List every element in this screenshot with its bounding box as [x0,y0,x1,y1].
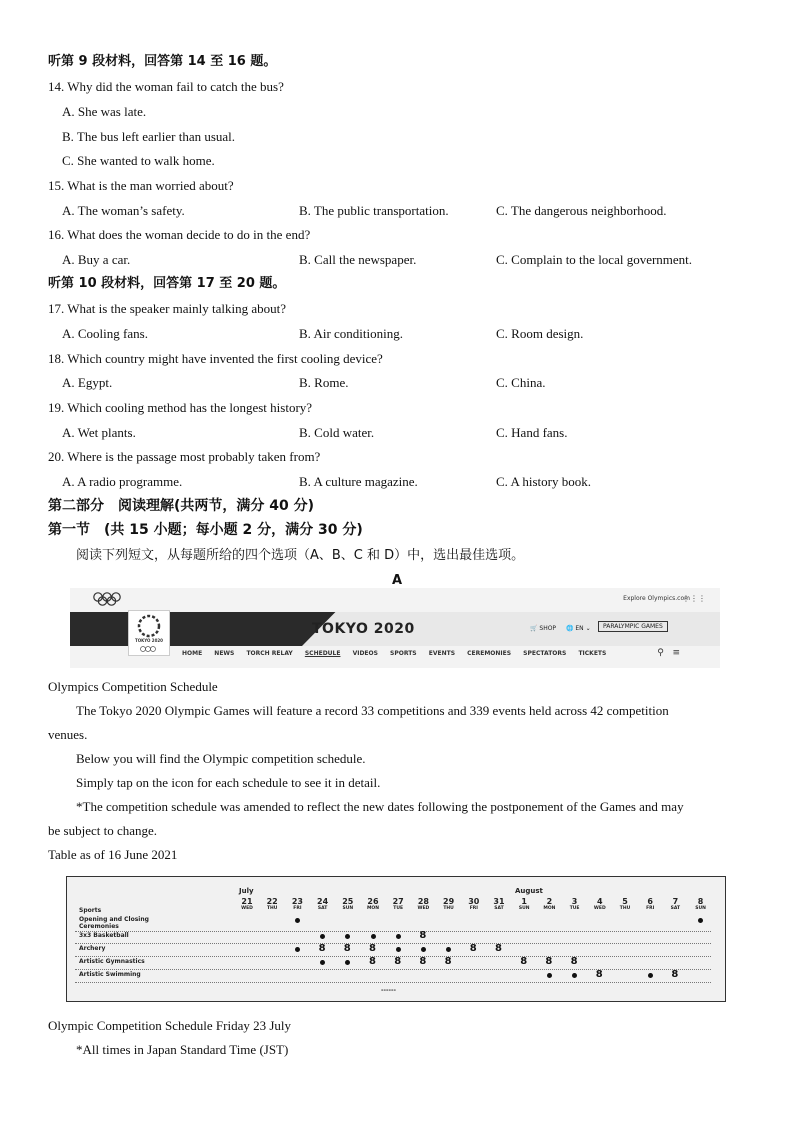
date-number: 21 [241,897,253,906]
date-number: 5 [622,897,628,906]
date-column-29 [437,897,461,912]
option-17c: C. Room design. [496,326,584,341]
option-15a: A. The woman’s safety. [62,203,185,218]
option-19c: C. Hand fans. [496,425,568,440]
explore-olympics-link[interactable]: Explore Olympics.com [623,595,690,602]
date-column-26 [361,897,385,912]
date-number: 30 [468,897,480,906]
date-weekday: TUE [569,906,580,911]
event-dot [648,973,653,978]
sport-name: Artistic Swimming [79,971,141,978]
date-column-27 [386,897,410,912]
option-20b: B. A culture magazine. [299,474,418,489]
date-weekday: SUN [342,906,354,911]
date-column-5 [613,897,637,912]
row-divider [75,931,711,932]
paragraph-1-line-1: The Tokyo 2020 Olympic Games will feature a record 33 competitions and 339 events held across 42 competition [76,703,669,718]
medal-event-icon: 8 [520,956,528,967]
event-dot [371,934,376,939]
apps-grid-icon[interactable]: ⋮⋮⋮ [682,594,706,603]
nav-videos[interactable]: VIDEOS [352,650,378,657]
tokyo-2020-emblem[interactable] [128,610,170,656]
listening-heading-10: 听第 10 段材料，回答第 17 至 20 题。 [48,276,286,291]
sport-name: Artistic Gymnastics [79,958,145,965]
date-number: 23 [291,897,303,906]
language-selector[interactable]: 🌐 EN ⌄ [566,625,591,632]
row-divider [75,969,711,970]
date-number: 4 [597,897,603,906]
date-column-2 [537,897,561,912]
nav-icons [657,648,680,658]
medal-event-icon: 8 [469,943,477,954]
table-as-of: Table as of 16 June 2021 [48,847,178,862]
date-number: 26 [367,897,379,906]
passage-label: A [392,573,403,588]
medal-event-icon: 8 [369,956,376,967]
option-14b: B. The bus left earlier than usual. [62,129,236,144]
date-weekday: FRI [293,906,302,911]
row-divider [75,982,711,983]
date-column-28 [411,897,435,912]
event-dot [396,934,401,939]
row-divider [75,943,711,944]
date-column-23 [285,897,309,912]
date-column-30 [462,897,486,912]
question-19: 19. Which cooling method has the longest history? [48,400,313,415]
option-17b: B. Air conditioning. [299,326,403,341]
medal-event-icon: 8 [671,969,679,980]
event-dot [446,947,451,952]
competition-schedule-table [66,876,726,1002]
medal-event-icon: 8 [343,943,351,954]
month-august: August [515,887,543,895]
nav-sports[interactable]: SPORTS [390,650,417,657]
nav-spectators[interactable]: SPECTATORS [523,650,567,657]
option-19b: B. Cold water. [299,425,375,440]
medal-event-icon: 8 [595,969,603,980]
shop-link[interactable]: 🛒 SHOP [530,625,557,632]
option-15b: B. The public transportation. [299,203,449,218]
date-weekday: WED [241,906,253,911]
event-dot [572,973,577,978]
section-one-heading: 第一节 (共 15 小题；每小题 2 分，满分 30 分) [48,522,363,538]
medal-event-icon: 8 [419,930,427,941]
question-15: 15. What is the man worried about? [48,178,234,193]
date-weekday: SAT [494,906,504,911]
option-19a: A. Wet plants. [62,425,136,440]
event-dot [320,960,325,965]
date-number: 24 [317,897,329,906]
date-weekday: MON [543,906,556,911]
shop-label: SHOP [539,625,557,632]
nav-home[interactable]: HOME [182,650,203,657]
site-title: TOKYO 2020 [312,621,415,637]
nav-schedule[interactable]: SCHEDULE [304,650,341,657]
question-20: 20. Where is the passage most probably taken from? [48,449,321,464]
olympic-rings-icon [92,592,134,606]
date-column-7 [663,897,687,912]
medal-event-icon: 8 [570,956,578,967]
medal-event-icon: 8 [495,943,502,954]
medal-event-icon: 8 [545,956,553,967]
date-number: 8 [697,897,704,906]
date-number: 22 [266,897,278,906]
emblem-label: TOKYO 2020 [135,638,163,643]
date-number: 1 [521,897,527,906]
part-two-heading: 第二部分 阅读理解(共两节，满分 40 分) [48,498,315,514]
option-18b: B. Rome. [299,375,349,390]
nav-ceremonies[interactable]: CEREMONIES [467,650,512,657]
tokyo-2020-website-header [70,588,720,668]
event-dot [421,947,426,952]
medal-event-icon: 8 [444,956,452,967]
option-20c: C. A history book. [496,474,591,489]
date-weekday: TUE [393,906,404,911]
emblem-icon [129,611,169,655]
date-weekday: THU [619,906,631,911]
date-column-8 [689,897,713,912]
date-column-22 [260,897,284,912]
menu-icon[interactable]: ≡ [672,648,680,658]
reading-instruction: 阅读下列短文，从每题所给的四个选项（A、B、C 和 D）中，选出最佳选项。 [76,548,525,563]
option-16b: B. Call the newspaper. [299,252,417,267]
date-column-3 [563,897,587,912]
option-20a: A. A radio programme. [62,474,183,489]
month-july: July [239,887,254,895]
date-weekday: FRI [469,906,478,911]
nav-tickets[interactable]: TICKETS [578,650,607,657]
paragraph-4-line-2: be subject to change. [48,823,158,838]
passage-title: Olympics Competition Schedule [48,679,218,694]
option-18a: A. Egypt. [62,375,113,390]
date-number: 3 [571,897,578,906]
date-weekday: SUN [695,906,706,911]
sport-name-line-2: Ceremonies [79,923,119,930]
sport-name: 3x3 Basketball [79,932,129,939]
date-weekday: THU [266,906,278,911]
date-column-1 [512,897,536,912]
search-icon[interactable]: ⚲ [657,648,664,658]
date-weekday: WED [417,906,430,911]
nav-news[interactable]: NEWS [214,650,235,657]
date-number: 28 [417,897,429,906]
event-dot [698,918,703,923]
date-weekday: SAT [670,906,681,911]
question-17: 17. What is the speaker mainly talking about? [48,301,287,316]
option-16c: C. Complain to the local government. [496,252,693,267]
date-number: 29 [443,897,455,906]
date-column-25 [336,897,360,912]
paragraph-4-line-1: *The competition schedule was amended to reflect the new dates following the postponement of the Games and may [76,799,684,814]
option-16a: A. Buy a car. [62,252,131,267]
date-number: 2 [546,897,553,906]
option-18c: C. China. [496,375,546,390]
date-weekday: WED [593,906,606,911]
date-number: 7 [672,897,679,906]
medal-event-icon: 8 [318,943,326,954]
listening-heading-9: 听第 9 段材料，回答第 14 至 16 题。 [48,54,277,69]
question-14: 14. Why did the woman fail to catch the bus? [48,79,284,94]
date-column-21 [235,897,259,912]
date-number: 6 [647,897,653,906]
date-weekday: THU [443,906,454,911]
question-18: 18. Which country might have invented the first cooling device? [48,351,383,366]
event-dot [345,960,350,965]
nav-torch-relay[interactable]: TORCH RELAY [246,650,293,657]
event-dot [345,934,350,939]
event-dot [295,947,300,952]
times-note: *All times in Japan Standard Time (JST) [76,1042,289,1057]
date-column-31 [487,897,511,912]
table-footer: ------ [381,987,396,994]
option-17a: A. Cooling fans. [62,326,148,341]
option-14a: A. She was late. [62,104,147,119]
medal-event-icon: 8 [369,943,376,954]
option-14c: C. She wanted to walk home. [62,153,215,168]
option-15c: C. The dangerous neighborhood. [496,203,667,218]
site-navigation [182,650,616,657]
question-16: 16. What does the woman decide to do in the end? [48,227,311,242]
date-weekday: FRI [646,906,655,911]
date-column-6 [638,897,662,912]
date-weekday: SAT [317,906,328,911]
medal-event-icon: 8 [419,956,427,967]
event-dot [320,934,325,939]
date-weekday: SUN [518,906,530,911]
date-number: 25 [342,897,354,906]
sports-header: Sports [79,907,102,914]
sport-name: Archery [79,945,106,952]
date-number: 31 [493,897,505,906]
schedule-heading: Olympic Competition Schedule Friday 23 July [48,1018,292,1033]
nav-events[interactable]: EVENTS [428,650,456,657]
event-dot [547,973,552,978]
date-column-24 [311,897,335,912]
paralympic-label: PARALYMPIC GAMES [603,623,663,630]
row-divider [75,956,711,957]
paragraph-3: Simply tap on the icon for each schedule to see it in detail. [76,775,381,790]
sport-name: Opening and Closing [79,916,149,923]
date-weekday: MON [366,906,380,911]
event-dot [295,918,300,923]
paragraph-2: Below you will find the Olympic competition schedule. [76,751,366,766]
event-dot [396,947,401,952]
medal-event-icon: 8 [394,956,402,967]
language-label: EN [575,625,584,632]
date-number: 27 [392,897,404,906]
paragraph-1-line-2: venues. [48,727,88,742]
date-column-4 [588,897,612,912]
paralympic-games-button[interactable] [598,621,668,632]
